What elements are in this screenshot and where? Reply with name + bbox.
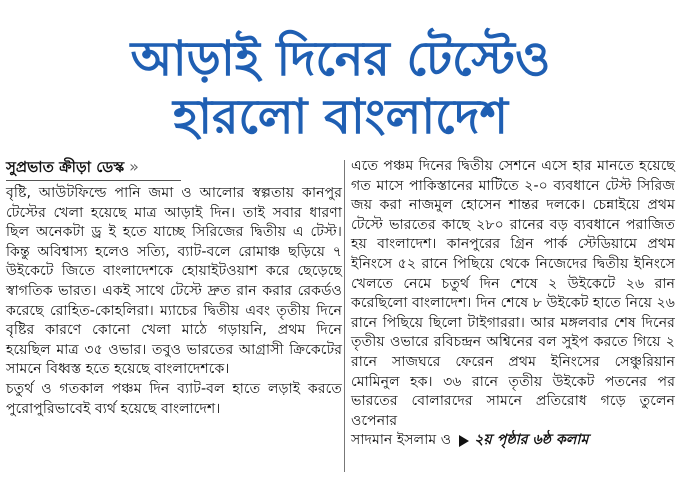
- left-paragraph-1: বৃষ্টি, আউটফিল্ডে পানি জমা ও আলোর স্বল্পতায় কানপুর টেস্টের খেলা হয়েছে মাত্র আড়াই দিন। তাই সবার ধারণা ছিল অনেকটা ড্র ই হতে যাচ্ছে সিরিজের দ্বিতীয় এ টেস্ট। কিন্তু অবিশ্বাস্য হলেও সত্যি, ব্যাট-বলে রোমাঞ্চ ছড়িয়ে ৭ উইকেটে জিতে বাংলাদেশকে হোয়াইটওয়াশ করে ছেড়েছে স্বাগতিক ভারত। একই সাথে টেস্টে দ্রুত রান করার রেকর্ডও করেছে রোহিত-কোহলিরা। ম্যাচের দ্বিতীয় এবং তৃতীয় দিনে বৃষ্টির কারণে কোনো খেলা মাঠে গড়ায়নি, প্রথম দিনে হয়েছিল মাত্র ৩৫ ওভার। তবুও ভারতের আগ্রাসী ক্রিকেটের সামনে বিধ্বস্ত হতে হয়েছে বাংলাদেশকে।: [6, 185, 342, 378]
- headline-line-2: হারলো বাংলাদেশ: [172, 89, 509, 145]
- right-paragraph: এতে পঞ্চম দিনের দ্বিতীয় সেশনে এসে হার মানতে হয়েছে গত মাসে পাকিস্তানের মাটিতে ২-০ ব্যবধানে টেস্ট সিরিজ জয় করা নাজমুল হোসেন শান্তর দলকে। চেন্নাইয়ে প্রথম টেস্টে ভারতের কাছে ২৮০ রানের বড় ব্যবধানে পরাজিত হয় বাংলাদেশ। কানপুরের গ্রিন পার্ক স্টেডিয়ামে প্রথম ইনিংসে ৫২ রানে পিছিয়ে থেকে নিজেদের দ্বিতীয় ইনিংসে খেলতে নেমে চতুর্থ দিন শেষে ২ উইকেটে ২৬ রান করেছিলো বাংলাদেশ। দিন শেষে ৮ উইকেট হাতে নিয়ে ২৬ রানে পিছিয়ে ছিলো টাইগাররা। আর মঙ্গলবার শেষ দিনের তৃতীয় ওভারে রবিচন্দ্রন অশ্বিনের বল সুইপ করতে গিয়ে ২ রানে সাজঘরে ফেরেন প্রথম ইনিংসের সেঞ্চুরিয়ান মোমিনুল হক। ৩৬ রানে তৃতীয় উইকেট পতনের পর ভারতের বোলারদের সামনে প্রতিরোধ গড়ে তুলেন ওপেনার: [351, 158, 675, 429]
- chevron-right-icon: »: [129, 157, 139, 176]
- headline: [0, 30, 681, 146]
- right-column: [351, 157, 675, 451]
- right-last-line-text: সাদমান ইসলাম ও: [351, 432, 452, 449]
- column-divider: [344, 160, 345, 472]
- continued-jump: [459, 431, 588, 451]
- byline: [6, 157, 181, 181]
- continued-text: ২য় পৃষ্ঠার ৬ষ্ঠ কলাম: [474, 432, 589, 449]
- left-column: [6, 157, 342, 419]
- right-last-line: [351, 431, 675, 451]
- headline-line-1: আড়াই দিনের টেস্টেও: [130, 31, 551, 87]
- byline-text: সুপ্রভাত ক্রীড়া ডেস্ক: [6, 158, 125, 176]
- triangle-right-icon: [459, 435, 469, 447]
- left-paragraph-2: চতুর্থ ও গতকাল পঞ্চম দিন ব্যাট-বল হাতে লড়াই করতে পুরোপুরিভাবেই ব্যর্থ হয়েছে বাংলাদেশ।: [6, 380, 342, 417]
